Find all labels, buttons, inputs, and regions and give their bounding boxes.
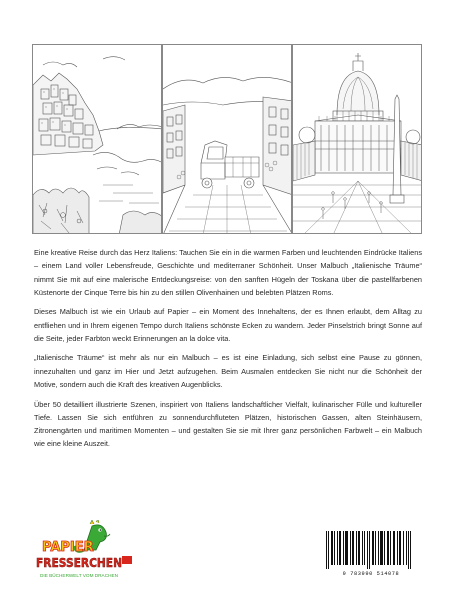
isbn-digits: 9 783990 514078 <box>342 571 400 577</box>
description-text <box>34 246 422 457</box>
paragraph-scenes: Über 50 detailliert illustrierte Szenen, inspiriert von Italiens landschaftlicher Vielfalt, kulinarischer Fülle und kultureller Tiefe. Lassen Sie sich entführen zu sonnendurchfluteten Plätzen, historischen Gassen, alten Steinhäusern, Zitronengärten und maritimen Momenten – und gestalten Sie sie mit Ihrer ganz persönlichen Farbwelt – ein Malbuch wie eine kleine Auszeit. <box>34 399 422 449</box>
isbn-barcode <box>320 531 422 577</box>
logo-tagline: DIE BÜCHERWELT VOM DRACHEN <box>40 573 118 578</box>
publisher-logo <box>34 520 144 584</box>
illustration-strip <box>32 44 423 234</box>
logo-line-papier: PAPIER <box>42 540 94 555</box>
paragraph-vacation: Dieses Malbuch ist wie ein Urlaub auf Papier – ein Moment des Innehaltens, der es Ihnen erlaubt, dem Alltag zu entfliehen und in Ihrem eigenen Tempo durch Italiens schönste Ecken zu wandern. Jeder Pinselstrich bringt Sonne auf die Seite, jeder Farbton weckt Erinnerungen an la dolce vita. <box>34 307 422 343</box>
cinque-terre-coast-illustration <box>32 44 162 234</box>
st-peters-basilica-illustration <box>292 44 422 234</box>
logo-line-fresserchen: FRESSERCHEN <box>36 555 122 570</box>
ape-vehicle-street-illustration <box>162 44 292 234</box>
paragraph-invitation: „Italienische Träume“ ist mehr als nur ein Malbuch – es ist eine Einladung, sich selbst eine Pause zu gönnen, innezuhalten und ganz im Hier und Jetzt aufzugehen. Beim Ausmalen entdecken Sie nicht nur die Schönheit der Motive, sondern auch die Kraft des kreativen Augenblicks. <box>34 353 422 390</box>
isbn-barcode-icon <box>320 531 422 569</box>
paragraph-intro: Eine kreative Reise durch das Herz Italiens: Tauchen Sie ein in die warmen Farben und leuchtenden Eindrücke Italiens – einem Land voller Lebensfreude, Geschichte und mediterraner Schönheit. Unser Malbuch „Italienische Träume“ nimmt Sie mit auf eine malerische Entdeckungsreise: von den sanften Hügeln der Toskana über die pastellfarbenen Küstenorte der Cinque Terre bis hin zu den stillen Olivenhainen und belebten Plätzen Roms. <box>34 248 422 297</box>
